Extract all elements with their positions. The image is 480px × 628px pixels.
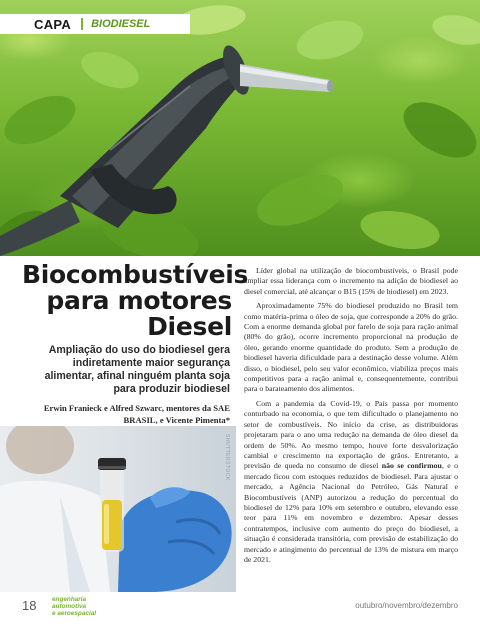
title-line-1: Biocombustíveis xyxy=(22,260,249,289)
brand-line-1: engenharia xyxy=(52,596,87,603)
magazine-logo xyxy=(52,596,96,617)
fuel-nozzle-illustration xyxy=(0,0,480,256)
article-body xyxy=(244,266,458,569)
paragraph-3-part-a: Com a pandemia da Covid-19, o País passa por momento conturbado na economia, o que tem dificultado o planejamento no setor de combustíveis. No início da crise, as distribuidoras projetaram para o ano uma redução na demanda de óleo diesel da ordem de 50%. Ao mesmo tempo, houve forte desvalorização cambial e crescimento na exportação de grãos. Entretanto, a previsão de queda no consumo de diesel xyxy=(244,398,458,471)
paragraph-3-emphasis: não se confirmou xyxy=(381,461,442,471)
paragraph-3 xyxy=(244,399,458,566)
photo-biodiesel-vial xyxy=(0,426,236,592)
title-line-2: para motores xyxy=(46,286,232,315)
paragraph-1: Líder global na utilização de biocombustíveis, o Brasil pode ampliar essa liderança com o incremento na adição de biodiesel ao diesel comercial, até alcançar o B15 (15% de biodiesel) em 2023. xyxy=(244,266,458,296)
section-label: CAPA xyxy=(34,16,72,32)
article-lede: Ampliação do uso do biodiesel gera indiretamente maior segurança alimentar, afinal ninguém planta soja para produzir biodiesel xyxy=(44,344,230,395)
vial-illustration xyxy=(0,426,236,592)
brand-line-3: e aeroespacial xyxy=(52,610,97,617)
subsection-label: BIODIESEL xyxy=(91,18,151,30)
page-number: 18 xyxy=(22,598,37,613)
issue-date: outubro/novembro/dezembro xyxy=(355,601,458,610)
section-divider xyxy=(81,18,83,30)
section-tag xyxy=(0,14,190,34)
article-authors: Erwin Franieck e Alfred Szwarc, mentores da SAE BRASIL, e Vicente Pimenta* xyxy=(43,403,230,425)
article-title xyxy=(22,260,249,341)
brand-line-2: automotiva xyxy=(52,603,87,610)
hero-photo-fuel-nozzle xyxy=(0,0,480,256)
photo-credit: SHUTTERSTOCK xyxy=(224,434,230,481)
title-line-3: Diesel xyxy=(147,312,232,341)
paragraph-3-part-b: , e o mercado ficou com estoques reduzidos de biodiesel. Para ajustar o mercado, a Agência Nacional do Petróleo, Gás Natural e Biocombustíveis (ANP) autorizou a redução do percentual do biodiesel de 12% para 10% em setembro e outubro, elevando esse teor para 11% em novembro e dezembro. Apesar desses contratempos, inclusive com aumento do preço do biodiesel, a situação é considerada transitória, com previsão de estabilização do mercado e atingimento do percentual de 13% de mistura em março de 2021. xyxy=(244,461,459,564)
paragraph-2: Aproximadamente 75% do biodiesel produzido no Brasil tem como matéria-prima o óleo de soja, que corresponde a 20% do grão. Com a enorme demanda global por farelo de soja para ração animal (80% do grão), ocorre incremento proporcional na produção de óleo, gerando enorme quantidade do produto. Sem a produção de biodiesel haveria dificuldade para a destinação desse volume. Além disso, o biodiesel, pelo seu valor econômico, viabiliza preços mais competitivos para a ração animal e, consequentemente, contribui para o barateamento dos alimentos. xyxy=(244,301,458,394)
